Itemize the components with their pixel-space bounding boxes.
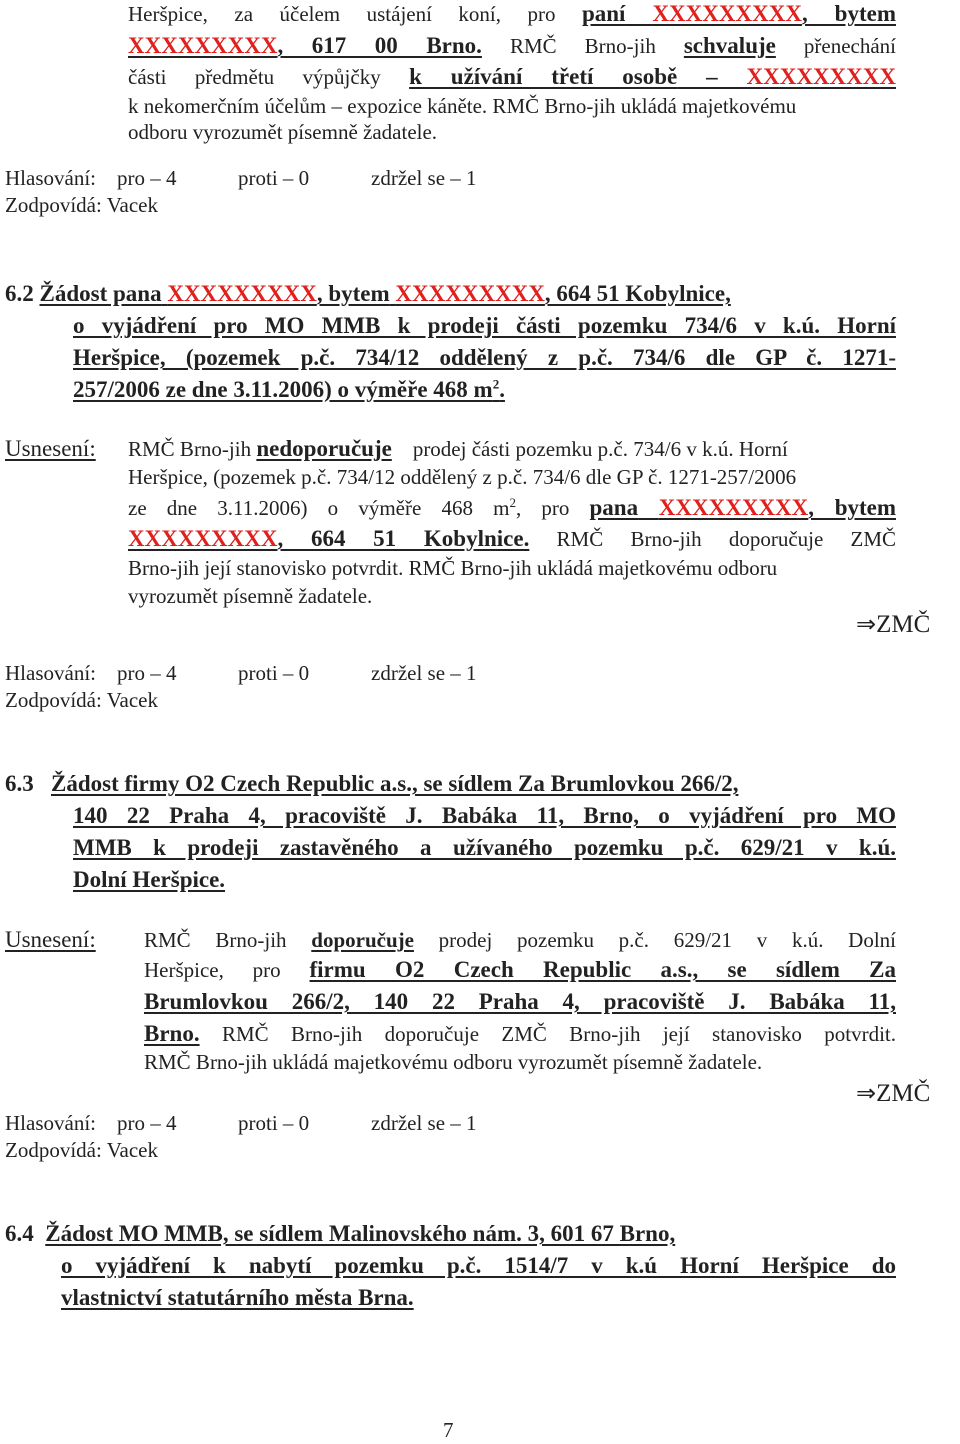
- resolution-6-3-line-4: Brno. RMČ Brno-jih doporučuje ZMČ Brno-jih její stanovisko potvrdit.: [144, 1021, 896, 1046]
- page-number: 7: [443, 1418, 454, 1442]
- redacted-text: XXXXXXXXX: [167, 281, 317, 306]
- recipient-name: paní XXXXXXXXX, bytem: [581, 1, 896, 26]
- vote-block: Hlasování: pro – 4 proti – 0 zdržel se – 1: [5, 661, 477, 685]
- implies-arrow-icon: ⇒: [856, 610, 877, 638]
- resolution-6-3-line-2: Heršpice, pro firmu O2 Czech Republic a.s., se sídlem Za: [144, 957, 897, 982]
- resolution-6-2-line-2: Heršpice, (pozemek p.č. 734/12 oddělený z p.č. 734/6 dle GP č. 1271-257/2006: [128, 465, 797, 489]
- resolution-6-3-line-3: Brumlovkou 266/2, 140 22 Praha 4, pracoviště J. Babáka 11,: [144, 989, 896, 1014]
- top-line-1: Heršpice, za účelem ustájení koní, pro paní XXXXXXXXX, bytem: [128, 1, 896, 26]
- resolution-6-3-line-1: RMČ Brno-jih doporučuje prodej pozemku p.č. 629/21 v k.ú. Dolní: [144, 928, 896, 952]
- forward-to-zmc: ⇒ZMČ: [856, 610, 931, 638]
- section-6-2-title-line-2: o vyjádření pro MO MMB k prodeji části pozemku 734/6 v k.ú. Horní: [73, 313, 896, 338]
- vote-block: Hlasování: pro – 4 proti – 0 zdržel se – 1: [5, 1111, 477, 1135]
- resolution-6-2-line-4: XXXXXXXXX, 664 51 Kobylnice. RMČ Brno-jih doporučuje ZMČ: [128, 526, 897, 551]
- forward-to-zmc: ⇒ZMČ: [856, 1079, 931, 1107]
- resolution-label: Usnesení:: [5, 436, 96, 461]
- section-6-3-title-line-4: Dolní Heršpice.: [73, 867, 226, 892]
- redacted-text: XXXXXXXXX: [652, 1, 802, 26]
- resolution-label: Usnesení:: [5, 927, 96, 952]
- responsible-person: Zodpovídá: Vacek: [5, 1138, 158, 1162]
- resolution-6-2-line-6: vyrozumět písemně žadatele.: [128, 584, 373, 608]
- section-6-4-title-line-2: o vyjádření k nabytí pozemku p.č. 1514/7 v k.ú Horní Heršpice do: [61, 1253, 896, 1278]
- redacted-text: XXXXXXXXX: [128, 33, 278, 58]
- redacted-text: XXXXXXXXX: [395, 281, 545, 306]
- vote-block: Hlasování: pro – 4 proti – 0 zdržel se – 1: [5, 166, 477, 190]
- section-6-2-title-line-3: Heršpice, (pozemek p.č. 734/12 oddělený z p.č. 734/6 dle GP č. 1271-: [73, 345, 896, 370]
- top-line-5: odboru vyrozumět písemně žadatele.: [128, 120, 438, 144]
- responsible-person: Zodpovídá: Vacek: [5, 193, 158, 217]
- resolution-6-2-line-1: RMČ Brno-jih nedoporučuje prodej části pozemku p.č. 734/6 v k.ú. Horní: [128, 436, 788, 461]
- resolution-6-3-line-5: RMČ Brno-jih ukládá majetkovému odboru vyrozumět písemně žadatele.: [144, 1050, 763, 1074]
- top-line-2: XXXXXXXXX, 617 00 Brno. RMČ Brno-jih schvaluje přenechání: [128, 33, 897, 58]
- section-6-4-title: 6.4 Žádost MO MMB, se sídlem Malinovského nám. 3, 601 67 Brno,: [5, 1221, 676, 1246]
- implies-arrow-icon: ⇒: [856, 1079, 877, 1107]
- redacted-text: XXXXXXXXX: [128, 526, 278, 551]
- resolution-6-2-line-3: ze dne 3.11.2006) o výměře 468 $m^2$, pro pana XXXXXXXXX, bytem: [128, 495, 897, 520]
- section-6-4-title-line-3: vlastnictví statutárního města Brna.: [61, 1285, 414, 1310]
- section-6-2-title-line-4: 257/2006 ze dne 3.11.2006) o výměře 468 $m^2$.: [73, 376, 505, 402]
- section-6-3-title-line-2: 140 22 Praha 4, pracoviště J. Babáka 11, Brno, o vyjádření pro MO: [73, 803, 896, 828]
- redacted-text: XXXXXXXXX: [658, 495, 809, 520]
- section-6-3-title-line-3: MMB k prodeji zastavěného a užívaného pozemku p.č. 629/21 v k.ú.: [73, 835, 896, 860]
- resolution-6-2-line-5: Brno-jih její stanovisko potvrdit. RMČ Brno-jih ukládá majetkovému odboru: [128, 556, 778, 580]
- section-6-3-title: 6.3 Žádost firmy O2 Czech Republic a.s., se sídlem Za Brumlovkou 266/2,: [5, 771, 739, 796]
- redacted-text: XXXXXXXXX: [746, 64, 896, 89]
- section-6-2-title: 6.2 Žádost pana XXXXXXXXX, bytem XXXXXXXXX, 664 51 Kobylnice,: [5, 281, 731, 306]
- top-line-4: k nekomerčním účelům – expozice káněte. RMČ Brno-jih ukládá majetkovému: [128, 94, 797, 118]
- top-line-3: části předmětu výpůjčky k užívání třetí osobě – XXXXXXXXX: [128, 64, 896, 89]
- responsible-person: Zodpovídá: Vacek: [5, 688, 158, 712]
